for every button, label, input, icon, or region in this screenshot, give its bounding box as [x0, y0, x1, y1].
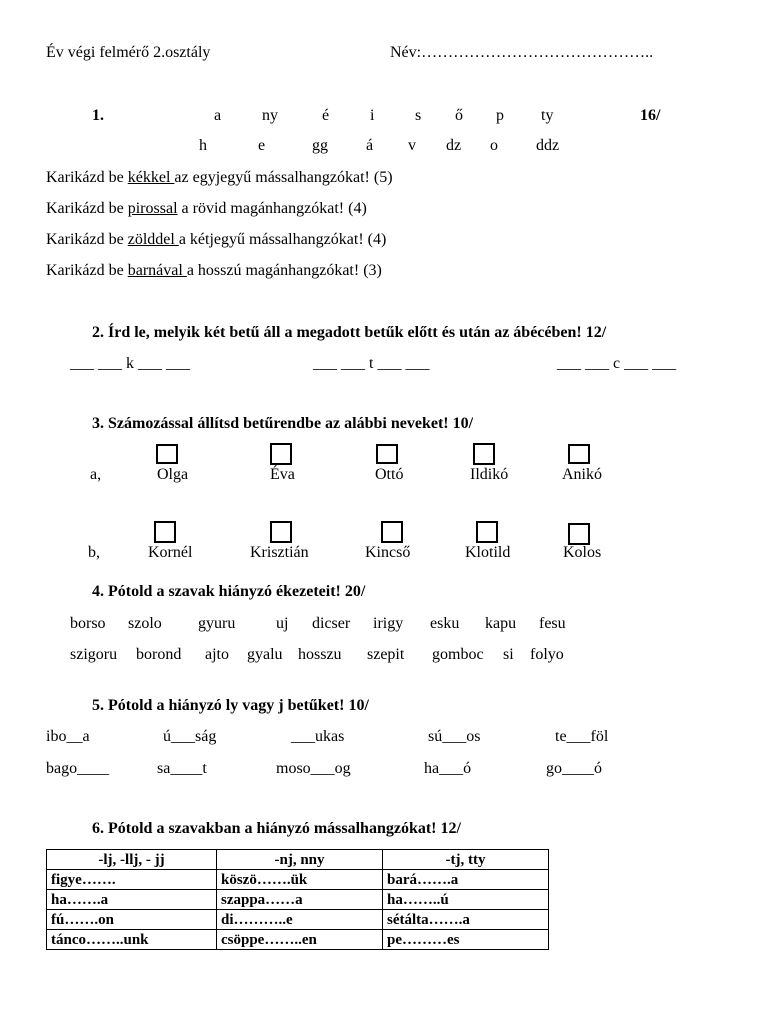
table-row: [47, 870, 549, 890]
task4-title: 4. Pótold a szavak hiányzó ékezeteit! 20/: [92, 583, 366, 600]
word: hosszu: [298, 646, 342, 663]
number-box[interactable]: [473, 443, 495, 465]
word: ___ukas: [291, 728, 345, 745]
name-item: Kornél: [148, 544, 193, 561]
name-item: Krisztián: [250, 544, 309, 561]
word: te___föl: [555, 728, 609, 745]
letter: o: [490, 137, 498, 154]
number-box[interactable]: [376, 444, 398, 464]
letter: s: [415, 107, 422, 124]
name-item: Anikó: [562, 466, 602, 483]
table-cell: bará…….a: [383, 870, 549, 890]
number-box[interactable]: [270, 521, 292, 543]
column-header: -nj, nny: [217, 850, 383, 870]
letter: p: [496, 107, 504, 124]
task5-title: 5. Pótold a hiányzó ly vagy j betűket! 10/: [92, 697, 369, 714]
number-box[interactable]: [568, 523, 590, 545]
consonant-table: [46, 849, 549, 950]
table-cell: ha……..ú: [383, 890, 549, 910]
word: irigy: [373, 615, 404, 632]
number-box[interactable]: [476, 521, 498, 543]
word: sú___os: [428, 728, 481, 745]
table-cell: fú…….on: [47, 910, 217, 930]
word: borond: [136, 646, 182, 663]
word: ú___ság: [163, 728, 217, 745]
column-header: -tj, tty: [383, 850, 549, 870]
word: bago____: [46, 760, 110, 777]
number-box[interactable]: [270, 443, 292, 465]
table-cell: szappa……a: [217, 890, 383, 910]
word: szepit: [367, 646, 405, 663]
task1-score: 16/: [640, 107, 661, 124]
word: ajto: [205, 646, 229, 663]
name-item: Olga: [157, 466, 189, 483]
word: borso: [70, 615, 106, 632]
name-field: Név:……………………………………..: [390, 44, 654, 61]
worksheet-title: Év végi felmérő 2.osztály: [46, 44, 211, 61]
word: dicser: [312, 615, 351, 632]
blank-group: ___ ___ k ___ ___: [70, 355, 190, 372]
table-cell: sétálta…….a: [383, 910, 549, 930]
name-item: Éva: [270, 466, 295, 483]
table-cell: csöppe……..en: [217, 930, 383, 950]
instruction-line: Karikázd be zölddel a kétjegyű mássalhangzókat! (4): [46, 231, 387, 248]
instruction-line: Karikázd be kékkel az egyjegyű mássalhangzókat! (5): [46, 169, 393, 186]
number-box[interactable]: [154, 521, 176, 543]
letter: e: [258, 137, 266, 154]
blank-group: ___ ___ c ___ ___: [557, 355, 677, 372]
task6-title: 6. Pótold a szavakban a hiányzó mássalhangzókat! 12/: [92, 820, 461, 837]
task1-number: 1.: [92, 107, 104, 124]
column-header: -lj, -llj, - jj: [47, 850, 217, 870]
word: kapu: [485, 615, 517, 632]
name-item: Ottó: [375, 466, 404, 483]
letter: ő: [455, 107, 463, 124]
word: szigoru: [70, 646, 118, 663]
table-cell: ha…….a: [47, 890, 217, 910]
row-a-label: a,: [90, 466, 102, 483]
letter: ty: [541, 107, 554, 124]
name-item: Kincső: [365, 544, 411, 561]
table-cell: figye…….: [47, 870, 217, 890]
letter: ddz: [536, 137, 560, 154]
letter: v: [408, 137, 416, 154]
table-cell: tánco……..unk: [47, 930, 217, 950]
letter: á: [366, 137, 374, 154]
blank-group: ___ ___ t ___ ___: [313, 355, 430, 372]
name-item: Kolos: [563, 544, 602, 561]
word: uj: [276, 615, 289, 632]
word: esku: [430, 615, 460, 632]
letter: h: [199, 137, 207, 154]
instruction-line: Karikázd be barnával a hosszú magánhangzókat! (3): [46, 262, 382, 279]
task3-title: 3. Számozással állítsd betűrendbe az alábbi neveket! 10/: [92, 415, 474, 432]
table-row: [47, 890, 549, 910]
name-item: Ildikó: [470, 466, 509, 483]
letter: gg: [312, 137, 328, 154]
word: sa____t: [157, 760, 207, 777]
instruction-line: Karikázd be pirossal a rövid magánhangzókat! (4): [46, 200, 367, 217]
letter: dz: [446, 137, 462, 154]
word: ha___ó: [424, 760, 472, 777]
table-cell: pe………es: [383, 930, 549, 950]
letter: é: [322, 107, 330, 124]
task2-title: 2. Írd le, melyik két betű áll a megadott betűk előtt és után az ábécében! 12/: [92, 324, 607, 341]
word: go____ó: [546, 760, 602, 777]
number-box[interactable]: [568, 444, 590, 464]
table-row: [47, 910, 549, 930]
letter: i: [370, 107, 375, 124]
table-row: [47, 930, 549, 950]
word: gyalu: [247, 646, 283, 663]
number-box[interactable]: [156, 444, 178, 464]
word: gomboc: [432, 646, 484, 663]
letter: ny: [262, 107, 278, 124]
word: fesu: [539, 615, 566, 632]
word: si: [503, 646, 514, 663]
name-item: Klotild: [465, 544, 511, 561]
word: moso___og: [276, 760, 351, 777]
table-cell: di………..e: [217, 910, 383, 930]
number-box[interactable]: [381, 521, 403, 543]
word: szolo: [128, 615, 162, 632]
table-header-row: [47, 850, 549, 870]
table-cell: köszö…….ük: [217, 870, 383, 890]
letter: a: [214, 107, 222, 124]
word: folyo: [530, 646, 564, 663]
word: ibo__a: [46, 728, 90, 745]
word: gyuru: [198, 615, 236, 632]
row-b-label: b,: [88, 544, 100, 561]
